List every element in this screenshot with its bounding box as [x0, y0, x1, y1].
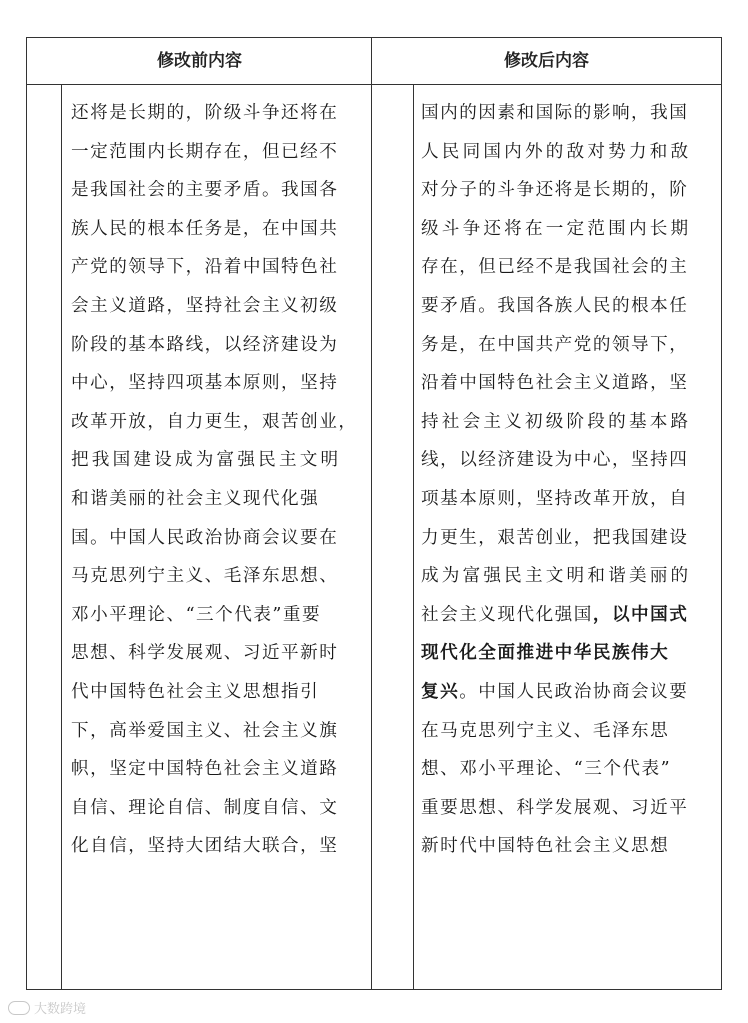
before-text-line: 改革开放，自力更生，艰苦创业， [71, 411, 358, 432]
before-text-line: 化自信，坚持大团结大联合，坚 [71, 836, 339, 857]
after-text-line: 重要思想、科学发展观、习近平 [421, 797, 689, 818]
before-text-line: 是我国社会的主要矛盾。我国各 [71, 180, 339, 201]
header-before: 修改前内容 [157, 51, 242, 71]
watermark-logo-icon [8, 1001, 30, 1015]
before-text-line: 思想、科学发展观、习近平新时 [71, 643, 339, 664]
after-text-line: 对分子的斗争还将是长期的，阶 [421, 180, 689, 201]
after-text-line: 成为富强民主文明和谐美丽的 [421, 566, 692, 587]
header-after: 修改后内容 [504, 51, 589, 71]
after-text-column [421, 94, 719, 866]
before-text-line: 和谐美丽的社会主义现代化强 [71, 488, 320, 509]
after-text-line: 线，以经济建设为中心，坚持四 [421, 450, 689, 471]
before-text-line: 一定范围内长期存在，但已经不 [71, 141, 339, 162]
after-text-line: 务是，在中国共产党的领导下， [421, 334, 689, 355]
after-text-line: 想、邓小平理论、“三个代表” [421, 759, 672, 780]
after-text-line: 级斗争还将在一定范围内长期 [421, 218, 692, 239]
before-text-line: 族人民的根本任务是，在中国共 [71, 218, 339, 239]
after-text-line: 力更生，艰苦创业，把我国建设 [421, 527, 689, 548]
after-text-line: 沿着中国特色社会主义道路，坚 [421, 373, 689, 394]
before-text-line: 阶段的基本路线，以经济建设为 [71, 334, 339, 355]
left-inner-border [61, 85, 62, 989]
after-text-segment: 社会主义现代化强国 [421, 604, 593, 625]
right-inner-border [413, 85, 414, 989]
before-text-line: 邓小平理论、“三个代表”重要 [71, 604, 322, 625]
after-text-line: 现代化全面推进中华民族伟大 [421, 643, 670, 664]
before-text-column [71, 94, 371, 866]
before-text-line: 会主义道路，坚持社会主义初级 [71, 295, 339, 316]
before-text-line: 国。中国人民政治协商会议要在 [71, 527, 339, 548]
after-text-segment: 。中国人民政治协商会议要 [459, 681, 689, 702]
after-text-line: 存在，但已经不是我国社会的主 [421, 257, 689, 278]
before-text-line: 自信、理论自信、制度自信、文 [71, 797, 339, 818]
after-text-line: 新时代中国特色社会主义思想 [421, 836, 670, 857]
after-text-line: 在马克思列宁主义、毛泽东思 [421, 720, 670, 741]
watermark-text: 大数跨境 [34, 1002, 87, 1017]
after-text-line [421, 596, 719, 635]
after-text-line: 人民同国内外的敌对势力和敌 [421, 141, 692, 162]
watermark [8, 998, 86, 1017]
table-header-row [27, 38, 721, 85]
before-text-line: 下，高举爱国主义、社会主义旗 [71, 720, 339, 741]
after-text-line: 要矛盾。我国各族人民的根本任 [421, 295, 689, 316]
before-text-line: 还将是长期的，阶级斗争还将在 [71, 103, 339, 123]
before-text-line: 帜，坚定中国特色社会主义道路 [71, 759, 339, 780]
after-text-line [421, 673, 719, 712]
before-text-line: 马克思列宁主义、毛泽东思想、 [71, 566, 339, 587]
after-text-line: 项基本原则，坚持改革开放，自 [421, 488, 689, 509]
before-text-line: 把我国建设成为富强民主文明 [71, 450, 342, 471]
before-text-line: 产党的领导下，沿着中国特色社 [71, 257, 339, 278]
comparison-table [26, 37, 722, 990]
after-text-bold-segment: 复兴 [421, 681, 460, 702]
after-text-line: 持社会主义初级阶段的基本路 [421, 411, 692, 432]
before-text-line: 中心，坚持四项基本原则，坚持 [71, 373, 339, 394]
column-divider [371, 38, 372, 989]
after-text-bold-segment: ，以中国式 [592, 604, 689, 625]
before-text-line: 代中国特色社会主义思想指引 [71, 681, 320, 702]
after-text-line: 国内的因素和国际的影响，我国 [421, 103, 689, 123]
